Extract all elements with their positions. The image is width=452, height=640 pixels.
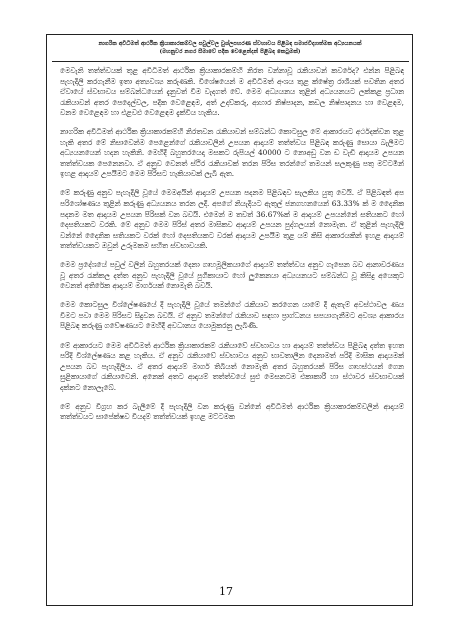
paragraph: මේ කරුණු අනුව පැහැදිලි වූයේ මෙමඅයින් ආදායම් උපයන පදනම පිළිබඳව සැලකිය යුතු වෙයි. ඒ පිළිබඳත් අප පරිශෝෂණය තුළින් කරුණු අධ්‍යයනය තරන ලදී. අපගේ නියැදියට ඇතුල් ජනගහනයෙන් 63.33% ක් ම දෛනික පදනම මත ආදායම උපයන පිරිසක් වන බවයි. එමෙන් ම තවත් 36.67%ක් ම ආදායම් උපයන්නේ සතියකට හෝ දෙසතියකට වරකි. මේ අනුව මෙම පිරිස් අතර මාසිකව ආදායම් උපයන පුද්ගලයන් නොමැත. ඒ තුළින් පැහැදිලි වන්නේ දෛනික සතියකට වරක් හෝ දෙසතියකට වරක් ආදායම උපයීම තුළ යම් කිසි ආකාරයකින් ඉහළ ආදායම් තත්ත්වයකට ඔවුන් උරුමකම සහිත ස්වභාවයකි. [60, 188, 404, 251]
paragraph: මෙවැනි තත්ත්වයක් තුළ අවිධිමත් ආර්ථික ක්‍රියාකාරකම්හි නිරත වන්නාවූ රැකියාවන් කවරේද? එන්න පිළිබඳ පැහැදිලි කරගැනීම ඉතා අත්‍යවශ්‍ය කරුණකි. විශේෂයෙන් ම අවිධිමත් අංශය තුළ ක්ෂේත්‍ර රාශියක් පවතින අතර ඒවායේ ස්වභාවය සම්බන්ධයෙන් දැනුවත් වීම වැදගත් වේ. මෙම අධ්‍යයනය තුළින් අධ්‍යයනයට ලක්කළ ප්‍රධාන රැකියාවන් අතර පෙදෙල්වල, පදික වෙළෙඳම, අත් උදව්කරු, ආහාර නිෂ්පාදන, කඩල නිෂ්පාදනය හා වෙළඳම, වනම වෙළෙඳම හා එළවළු වෙළෙඳම දැක්විය හැකිය. [60, 66, 404, 118]
page-number: 17 [219, 585, 233, 598]
paragraph: මේ ආකාරයට මෙම අවිධිමත් ආර්ථික ක්‍රියාකාරකම් රැකියාවේ ස්වභාවය හා ආදායම් තත්ත්වය පිළිබඳ දත්ත ඉහත පරිදි විශ්ලේෂණය කළ හැකිය. ඒ අනුව රැකියාවේ ස්වභාවය අනුව භාවතාලීන දෙනාමත් පරිදි මාසික ආදායමක් උපයන බව පැහැදිලිය. ඒ අතර ආදායම් මාර්ග තිබියත් නොමැති අතර බහුතරයක් පිරිස ගෘහස්ථයන් ගෙන සුළිකායාගේ රැකියාවෙනි. අනෙක් අතට ආදායම් තත්ත්වයේ සුළු මෙසනටම එකාකාරී හා ස්ථාවර ස්වභාවයක් දක්නට නොලැබේ. [60, 340, 404, 392]
header-line-1: නාගරික අවිධිමත් ආර්ථික ක්‍රියාකාරකම්වල පවුල්වල වුශ්ලපහරණ ස්වභාවය පිළිබඳ සමාජවිද්‍යාත්මක අධ්‍යයනයක් [98, 41, 362, 47]
paragraph: මේ අනුව විග්‍රහ කර බැලීමේ දී පැහැදිලි වන කරුණු වන්නේ අවිධිමත් ආර්ථික ක්‍රියාකාරකම්වලින් ආදායම් තත්ත්වයට සාපේක්ෂව වියදම් තත්ත්වයක් ඉහළ මට්ටමක [60, 401, 404, 422]
body-text [60, 66, 404, 431]
header-divider [52, 61, 409, 62]
running-header [60, 40, 400, 57]
header-line-2: (මහනුවර නගර සීමාවේ පදික වෙළෙන්දන් පිළිබඳ කෙටුමක්) [159, 49, 301, 56]
paragraph: මෙම ප්‍රදේශයේ පවුල් වලින් බහුතරයක් දෙනා ගෘහමූලිකයාගේ ආදායම් තත්ත්වය අනුව ගැසෙන බව ආනාවරණය වූ අතර රැක්කල දත්ත අනුව පැහැදිලි වූයේ පුගිකායාට හෝ ලුකෙනයා අධ්‍යයනයට සම්බන්ධ වූ කිසිදු අයෙකුට වෙනත් අතිරේක ආදායම් මාර්ගයක් නොමැති බවයි. [60, 260, 404, 291]
paragraph: මෙම කොටසුල විශ්ලේෂණයේ දී පැහැදිලි වූයේ තමන්ගේ රැකියාව කරගෙන යාමේ දී ඇතැම් අවස්ථාවල ණය වීමට පවා මෙම පිරිසට සිදුවන බවයි. ඒ අනුව තමන්ගේ රැකියාව සඳහා ප්‍රාග්ධනය සපයාගැනීමට අවශ්‍ය ආකාරය පිළිබඳ කරුණු ගවේෂණයට මෙහිදී අවධානය යොමුකරනු ලැබිණි. [60, 300, 404, 331]
paragraph: නාගරික අවිධිමත් ආර්ථික ක්‍රියාකාරකම්හි නිරතවන රැකියාවන් සම්බන්ධ කොටසුල මේ ආකාරයට අර්ථදක්වන තුළ හැකි අතර මේ නිසාවෙන්ම පෙළෙන්ගේ රැකියාවලින් උපයන ආදායම් තත්ත්වය පිළිබඳ කරුණු සොයා බැලීමට අධ්‍යයනයෙන් හදන හැකිනි. මෙහිදී බහුතරයෙදා මසකට රුපියල් 40000 ට නොඅඩු වන ඩ වැඩි ආදායම උපයන තත්ත්වයක පෙනෙනවා. ඒ අනුව වෙනත් ස්ථිර රැකියාවක් තරන පිරිස තරන්ගේ තමයන් සලකුණු පතු මට්ටමින් ඉහළ ආදායම් උපයීමට මෙම පිරිසට හැකියාවක් ලැබී ඇත. [60, 127, 404, 179]
